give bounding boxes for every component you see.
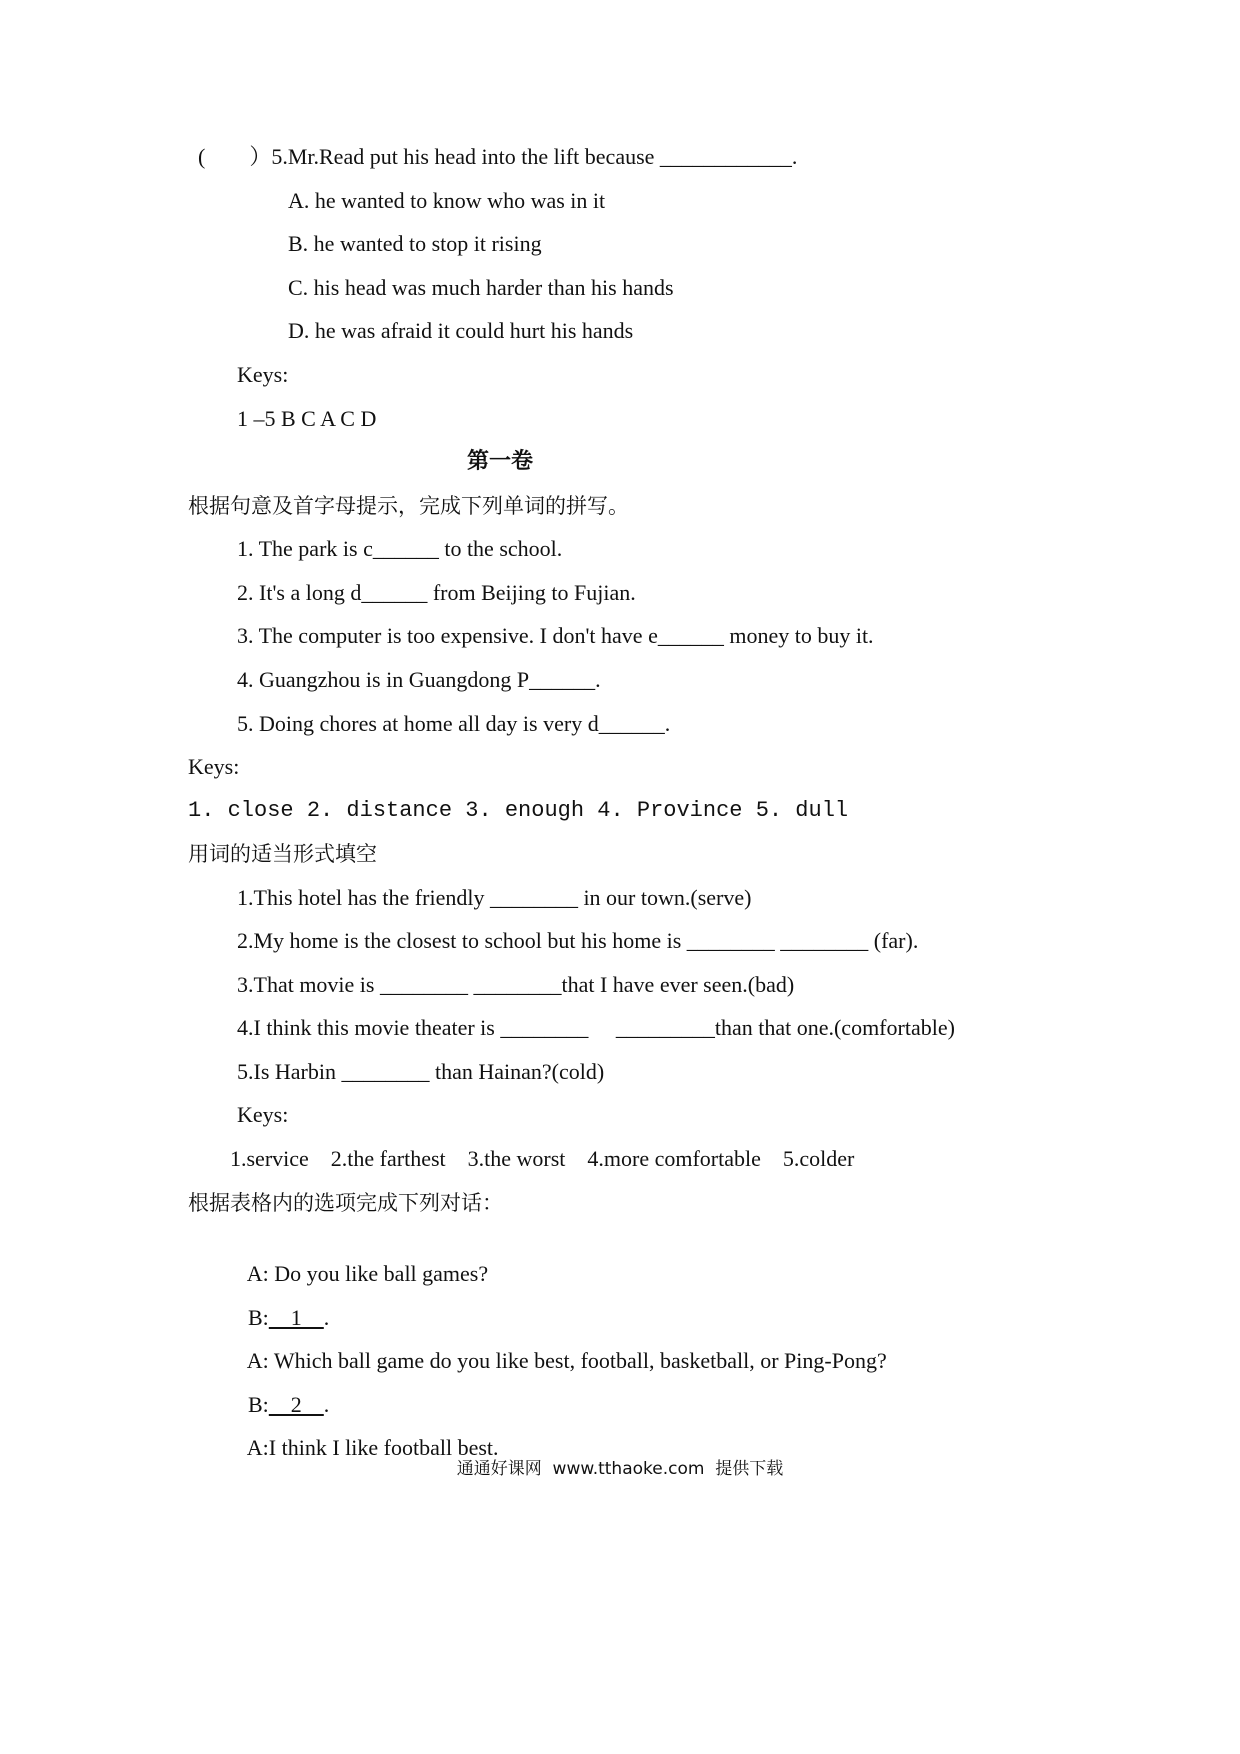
dialogue-punct: . [323,1392,330,1417]
keys-answers: 1. close 2. distance 3. enough 4. Province 5. dull [188,798,849,823]
dialogue-speaker: B: [248,1392,269,1417]
option-d: D. he was afraid it could hurt his hands [288,318,634,343]
spelling-item: 2. It's a long d______ from Beijing to Fujian. [237,580,636,605]
answer-blank: 1 [268,1305,324,1330]
keys-label: Keys: [237,1102,289,1127]
spelling-instruction: 根据句意及首字母提示，完成下列单词的拼写。 [188,494,629,518]
option-b: B. he wanted to stop it rising [288,231,542,256]
keys-label: Keys: [237,362,289,387]
dialogue-text: A: Which ball game do you like best, football, basketball, or Ping-Pong? [246,1348,887,1373]
word-form-item: 3.That movie is ________ ________that I have ever seen.(bad) [237,972,795,997]
keys-answers: 1 –5 B C A C D [237,406,377,431]
spelling-item: 5. Doing chores at home all day is very d______. [237,711,671,736]
option-a: A. he wanted to know who was in it [288,188,606,213]
word-form-item: 1.This hotel has the friendly ________ in our town.(serve) [237,885,752,910]
word-form-instruction: 用词的适当形式填空 [188,842,377,866]
keys-answers: 1.service 2.the farthest 3.the worst 4.more comfortable 5.colder [230,1146,855,1171]
spelling-item: 1. The park is c______ to the school. [237,536,563,561]
option-c: C. his head was much harder than his hands [288,275,674,300]
dialogue-line [237,1319,887,1375]
word-form-item: 2.My home is the closest to school but his home is ________ ________ (far). [237,928,919,953]
word-form-item: 5.Is Harbin ________ than Hainan?(cold) [237,1059,605,1084]
page-footer: 通通好课网 www.tthaoke.com 提供下载 [456,1459,784,1479]
question-5-stem: ( ）5.Mr.Read put his head into the lift because ____________. [198,144,798,169]
dialogue-line [237,1406,499,1462]
answer-blank: 2 [268,1392,324,1417]
dialogue-text: A:I think I like football best. [246,1435,499,1460]
word-form-item: 4.I think this movie theater is ________ _________than that one.(comfortable) [237,1015,955,1040]
dialogue-text: A: Do you like ball games? [246,1261,489,1286]
spelling-item: 3. The computer is too expensive. I don't have e______ money to buy it. [237,623,874,648]
dialogue-punct: . [323,1305,330,1330]
dialogue-instruction: 根据表格内的选项完成下列对话： [188,1191,503,1215]
spelling-item: 4. Guangzhou is in Guangdong P______. [237,667,601,692]
keys-label: Keys: [188,754,240,779]
dialogue-speaker: B: [248,1305,269,1330]
section-title: 第一卷 [466,449,533,474]
